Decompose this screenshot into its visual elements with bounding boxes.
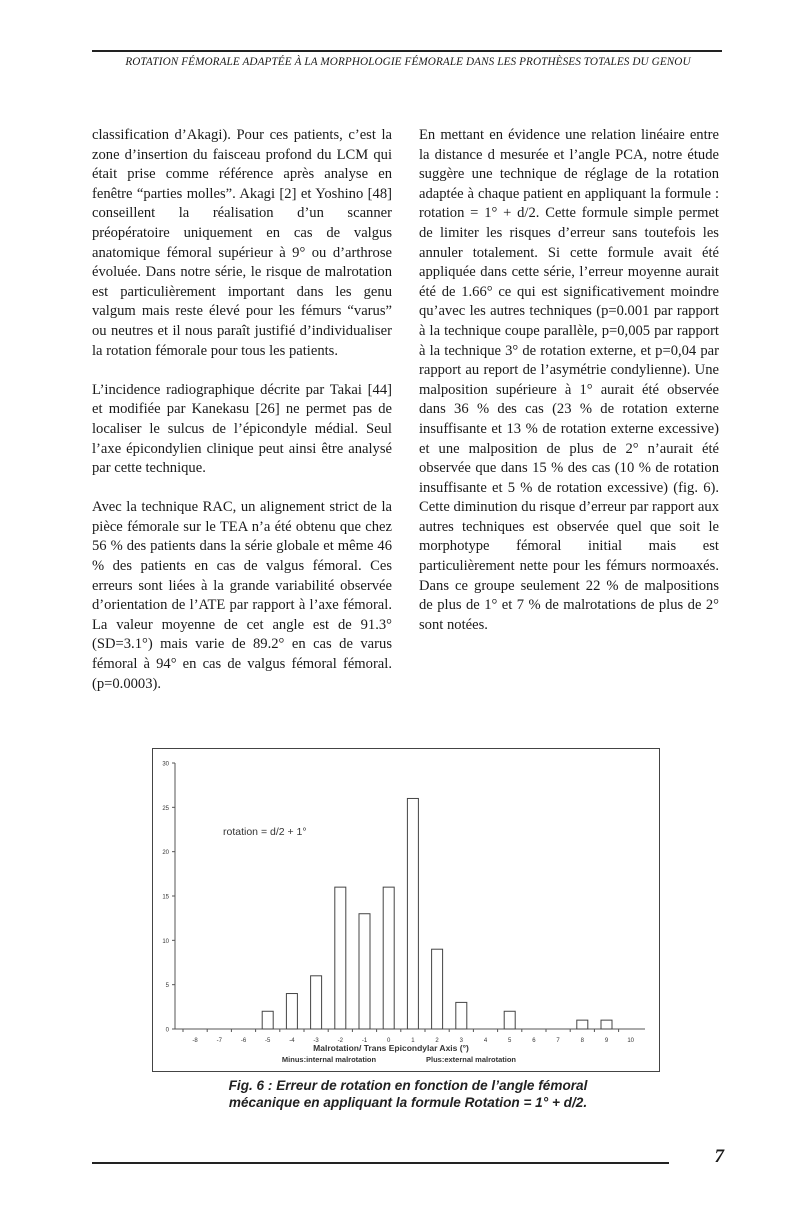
x-tick-label: 3 — [459, 1038, 463, 1044]
paragraph: Avec la technique RAC, un alignement strict de la pièce fémorale sur le TEA n’a été obtenu que chez 56 % des patients dans la série globale et même 46 % des patients en cas de valgus fémoral. Ces erreurs sont liées à la grande variabilité observée d’orientation de l’ATE par rapport à l’axe fémoral. La valeur moyenne de cet angle est de 91.3° (SD=3.1°) mais varie de 89.2° en cas de varus fémoral à 94° en cas de valgus fémoral fémoral. (p=0.0003). — [92, 499, 392, 692]
y-tick-label: 0 — [165, 1027, 169, 1034]
x-tick-label: 0 — [387, 1038, 391, 1044]
caption-line-2: mécanique en appliquant la formule Rotation = 1° + d/2. — [228, 1095, 588, 1110]
x-tick-label: -3 — [313, 1038, 319, 1044]
x-tick-label: 7 — [556, 1038, 560, 1044]
bar — [286, 994, 297, 1029]
y-tick-label: 10 — [162, 938, 169, 945]
x-tick-label: -4 — [289, 1038, 295, 1044]
paragraph: En mettant en évidence une relation linéaire entre la distance d mesurée et l’angle PCA, notre étude suggère une technique de réglage de la rotation adaptée à chaque patient en appliquant la formule : rotation = 1° + d/2. Cette formule simple permet de limiter les risques d’erreur sans toutefois les annuler totalement. Si cette formule avait été appliquée dans cette série, l’erreur moyenne aurait été de 1.66° ce qui est significativement moindre qu’avec les autres techniques (p=0.001 par rapport à la technique coupe parallèle, p=0,005 par rapport à la technique 3° de rotation externe, et p=0,04 par rapport au report de l’asymétrie condylienne). Une malposition supérieure à 1° aurait été observée dans 36 % des cas (23 % de rotation externe insuffisante et 13 % de rotation externe excessive) et une malposition de plus de 2° n’aurait été observée que dans 15 % des cas (10 % de rotation insuffisante et 5 % de rotation excessive) (fig. 6). Cette diminution du risque d’erreur par rapport aux autres techniques est observée quel que soit le morphotype fémoral initial mais est particulièrement nette pour les fémurs normoaxés. Dans ce groupe seulement 22 % de malpositions de plus de 1° et 7 % de malrotations de plus de 2° sont notées. — [419, 127, 719, 633]
x-axis-sublabel-external: Plus:external malrotation — [425, 1055, 517, 1064]
figure-caption — [92, 1077, 724, 1111]
x-tick-label: -6 — [240, 1038, 247, 1044]
caption-line-1: Fig. 6 : Erreur de rotation en fonction de l’angle fémoral — [228, 1078, 588, 1093]
figure-frame — [152, 748, 660, 1072]
header-rule — [92, 50, 722, 52]
y-tick-label: 20 — [162, 850, 169, 857]
x-tick-label: 10 — [627, 1038, 635, 1044]
y-tick-label: 5 — [165, 983, 169, 990]
paragraph: L’incidence radiographique décrite par Takai [44] et modifiée par Kanekasu [26] ne permet pas de localiser le sulcus de l’épicondyle médial. Seul l’axe épicondylien clinique peut ainsi être analysé par cette technique. — [92, 381, 392, 477]
x-tick-label: 6 — [532, 1038, 536, 1044]
x-tick-label: 4 — [483, 1038, 488, 1044]
x-tick-label: 9 — [604, 1038, 609, 1044]
bar — [432, 949, 443, 1029]
y-tick-label: 25 — [162, 805, 169, 812]
left-column — [92, 126, 392, 714]
page-number: 7 — [714, 1146, 724, 1167]
x-tick-label: 2 — [435, 1038, 439, 1044]
bar — [456, 1002, 467, 1029]
x-tick-label: -2 — [337, 1038, 343, 1044]
bar — [407, 798, 418, 1029]
x-tick-label: 8 — [580, 1038, 584, 1044]
malrotation-histogram — [153, 749, 658, 1070]
footer-rule — [92, 1162, 669, 1164]
chart-annotation: rotation = d/2 + 1° — [223, 826, 307, 838]
x-tick-label: 1 — [411, 1038, 415, 1044]
x-axis-sublabel-internal: Minus:internal malrotation — [281, 1055, 377, 1064]
x-tick-label: -8 — [192, 1038, 198, 1044]
bar — [335, 887, 346, 1029]
bar — [359, 914, 370, 1029]
paragraph: classification d’Akagi). Pour ces patients, c’est la zone d’insertion du faisceau profond du LCM qui était prise comme référence après analyse en fenêtre “parties molles”. Akagi [2] et Yoshino [48] conseillent la réalisation d’un scanner préopératoire uniquement en cas de valgus anatomique fémoral supérieur à 9° ou d’arthrose évoluée. Dans notre série, le risque de malrotation est particulièrement important dans les genu valgum mais reste élevé pour les fémurs “varus” ou neutres et il nous paraît justifié d’individualiser la rotation fémorale pour tous les patients. — [92, 127, 392, 359]
y-tick-label: 30 — [162, 761, 169, 768]
y-tick-label: 15 — [162, 894, 169, 901]
bar — [504, 1011, 515, 1029]
x-tick-label: -1 — [361, 1038, 368, 1044]
bar — [577, 1020, 588, 1029]
right-column — [419, 126, 719, 655]
x-axis-label: Malrotation/ Trans Epicondylar Axis (°) — [313, 1043, 469, 1053]
bar — [262, 1011, 273, 1029]
bar — [311, 976, 322, 1029]
bar — [383, 887, 394, 1029]
running-header: ROTATION FÉMORALE ADAPTÉE À LA MORPHOLOGIE FÉMORALE DANS LES PROTHÈSES TOTALES DU GENOU — [125, 56, 691, 68]
x-tick-label: 5 — [508, 1038, 512, 1044]
x-tick-label: -5 — [265, 1038, 271, 1044]
x-tick-label: -7 — [216, 1038, 222, 1044]
bar — [601, 1020, 612, 1029]
